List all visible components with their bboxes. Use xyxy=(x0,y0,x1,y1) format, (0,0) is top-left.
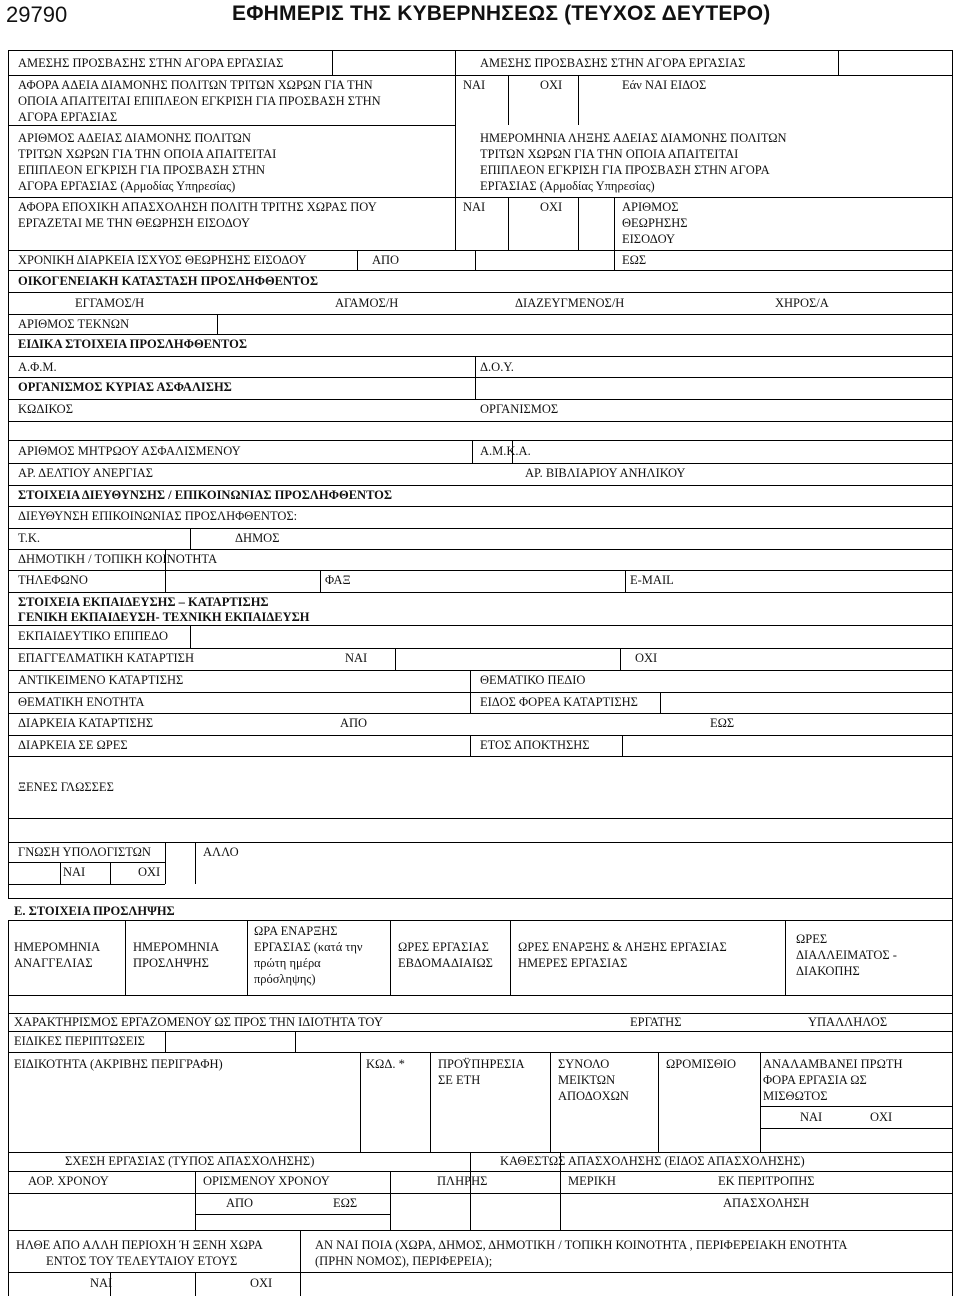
field-label-address-title: ΣΤΟΙΧΕΙΑ ΔΙΕΥΘΥΝΣΗΣ / ΕΠΙΚΟΙΝΩΝΙΑΣ ΠΡΟΣΛΗΦΘΕΝΤΟΣ xyxy=(18,488,393,502)
field-label-visa-l3: ΕΙΣΟΔΟΥ xyxy=(622,232,676,246)
grid-line xyxy=(614,250,615,270)
field-label-permno-l1: ΑΡΙΘΜΟΣ ΑΔΕΙΑΣ ΔΙΑΜΟΝΗΣ ΠΟΛΙΤΩΝ xyxy=(18,131,251,145)
field-label-hire-l2: ΠΡΟΣΛΗΨΗΣ xyxy=(133,956,209,970)
grid-line xyxy=(165,842,166,884)
grid-line xyxy=(8,1272,300,1273)
field-label-hours-l1: ΩΡΕΣ ΕΝΑΡΞΗΣ & ΛΗΞΗΣ ΕΡΓΑΣΙΑΣ xyxy=(518,940,727,954)
grid-line xyxy=(8,399,952,400)
grid-line xyxy=(8,898,952,899)
field-label-special-title: ΕΙΔΙΚΑ ΣΤΟΙΧΕΙΑ ΠΡΟΣΛΗΦΘΕΝΤΟΣ xyxy=(18,337,248,351)
field-label-characterization: ΧΑΡΑΚΤΗΡΙΣΜΟΣ ΕΡΓΑΖΟΜΕΝΟΥ ΩΣ ΠΡΟΣ ΤΗΝ ΙΔΙΟΤΗΤΑ ΤΟΥ xyxy=(14,1015,383,1029)
field-label-hourly: ΩΡΟΜΙΣΘΙΟ xyxy=(666,1057,737,1071)
grid-line xyxy=(785,920,786,995)
grid-line xyxy=(395,648,396,670)
grid-line xyxy=(195,1272,196,1296)
grid-line xyxy=(508,75,509,125)
field-label-no: ΟΧΙ xyxy=(250,1276,273,1290)
grid-line xyxy=(838,50,839,75)
grid-line xyxy=(8,592,952,593)
grid-line xyxy=(8,270,952,271)
field-label-yes: ΝΑΙ xyxy=(345,651,368,665)
field-label-address: ΔΙΕΥΘΥΝΣΗ ΕΠΙΚΟΙΝΩΝΙΑΣ ΠΡΟΣΛΗΦΘΕΝΤΟΣ: xyxy=(18,509,298,523)
field-label-ann-l1: ΗΜΕΡΟΜΗΝΙΑ xyxy=(14,940,101,954)
field-label-if-yes-type: Εάν ΝΑΙ ΕΙΔΟΣ xyxy=(622,78,707,92)
grid-line xyxy=(8,818,952,819)
field-label-permno-l2: ΤΡΙΤΩΝ ΧΩΡΩΝ ΓΙΑ ΤΗΝ ΟΠΟΙΑ ΑΠΑΙΤΕΙΤΑΙ xyxy=(18,147,277,161)
grid-line xyxy=(470,735,471,756)
field-label-divorced: ΔΙΑΖΕΥΓΜΕΝΟΣ/Η xyxy=(515,296,625,310)
field-label-visa-l2: ΘΕΩΡΗΣΗΣ xyxy=(622,216,688,230)
grid-line xyxy=(247,920,248,995)
field-label-no: ΟΧΙ xyxy=(540,78,563,92)
field-label-unmarried: ΑΓΑΜΟΣ/Η xyxy=(335,296,399,310)
grid-line xyxy=(760,1128,952,1129)
field-label-yes: ΝΑΙ xyxy=(800,1110,823,1124)
grid-line xyxy=(8,50,9,250)
grid-line xyxy=(390,1171,391,1230)
grid-line xyxy=(8,756,952,757)
grid-line xyxy=(8,197,455,198)
grid-line xyxy=(8,292,952,293)
grid-line xyxy=(8,920,9,1013)
grid-line xyxy=(8,570,952,571)
field-label-amka: Α.Μ.Κ.Α. xyxy=(480,444,531,458)
field-label-municipality: ΔΗΜΟΣ xyxy=(235,531,280,545)
field-label-came-l2: ΕΝΤΟΣ ΤΟΥ ΤΕΛΕΥΤΑΙΟΥ ΕΤΟΥΣ xyxy=(46,1254,238,1268)
field-label-doy: Δ.Ο.Υ. xyxy=(480,360,514,374)
grid-line xyxy=(332,50,333,75)
grid-line xyxy=(8,440,952,441)
field-label-hours-l2: ΗΜΕΡΕΣ ΕΡΓΑΣΙΑΣ xyxy=(518,956,628,970)
field-label-edu-title2: ΓΕΝΙΚΗ ΕΚΠΑΙΔΕΥΣΗ- ΤΕΧΝΙΚΗ ΕΚΠΑΙΔΕΥΣΗ xyxy=(18,610,310,624)
field-label-which-l2: (ΠΡΗΝ ΝΟΜΟΣ), ΠΕΡΙΦΕΡΕΙΑ); xyxy=(315,1254,493,1268)
field-label-widowed: ΧΗΡΟΣ/Α xyxy=(775,296,829,310)
grid-line xyxy=(295,1031,296,1052)
field-label-expiry-l2: ΤΡΙΤΩΝ ΧΩΡΩΝ ΓΙΑ ΤΗΝ ΟΠΟΙΑ ΑΠΑΙΤΕΙΤΑΙ xyxy=(480,147,739,161)
grid-line xyxy=(8,250,9,898)
field-label-start-l4: πρόσληψης) xyxy=(254,972,316,986)
grid-line xyxy=(8,1193,952,1194)
grid-line xyxy=(578,75,579,125)
field-label-languages: ΞΕΝΕΣ ΓΛΩΣΣΕΣ xyxy=(18,780,114,794)
field-label-fax: ΦΑΞ xyxy=(325,573,351,587)
field-label-no: ΟΧΙ xyxy=(138,865,161,879)
grid-line xyxy=(470,670,471,692)
field-label-other: ΑΛΛΟ xyxy=(203,845,239,859)
field-label-from: ΑΠΟ xyxy=(340,716,368,730)
grid-line xyxy=(430,1052,431,1152)
grid-line xyxy=(8,485,952,486)
field-label-employee: ΥΠΑΛΛΗΛΟΣ xyxy=(808,1015,888,1029)
field-label-hire-l1: ΗΜΕΡΟΜΗΝΙΑ xyxy=(133,940,220,954)
field-label-break-l2: ΔΙΑΛΛΕΙΜΑΤΟΣ - xyxy=(796,948,897,962)
field-label-weekly-l2: ΕΒΔΟΜΑΔΙΑΙΩΣ xyxy=(398,956,493,970)
field-label-kod: ΚΩΔ. * xyxy=(366,1057,405,1071)
field-label-weekly-l1: ΩΡΕΣ ΕΡΓΑΣΙΑΣ xyxy=(398,940,489,954)
grid-line xyxy=(8,862,165,863)
grid-line xyxy=(475,356,476,399)
field-label-visa-duration: ΧΡΟΝΙΚΗ ΔΙΑΡΚΕΙΑ ΙΣΧΥΟΣ ΘΕΩΡΗΣΗΣ ΕΙΣΟΔΟΥ xyxy=(18,253,307,267)
field-label-tk: Τ.Κ. xyxy=(18,531,40,545)
field-label-computer: ΓΝΩΣΗ ΥΠΟΛΟΓΙΣΤΩΝ xyxy=(18,845,151,859)
field-label-phone: ΤΗΛΕΦΩΝΟ xyxy=(18,573,88,587)
grid-line xyxy=(8,670,952,671)
grid-line xyxy=(165,1031,166,1052)
grid-line xyxy=(8,1152,952,1153)
field-label-expiry-l4: ΕΡΓΑΣΙΑΣ (Αρμοδίας Υπηρεσίας) xyxy=(480,179,655,193)
field-label-first-l2: ΦΟΡΑ ΕΡΓΑΣΙΑ ΩΣ xyxy=(763,1073,867,1087)
grid-line xyxy=(8,1052,952,1053)
field-label-fixed: ΟΡΙΣΜΕΝΟΥ ΧΡΟΝΟΥ xyxy=(203,1174,330,1188)
field-label-break-l1: ΩΡΕΣ xyxy=(796,932,828,946)
field-label-to: ΕΩΣ xyxy=(622,253,647,267)
grid-line xyxy=(190,625,191,648)
grid-line xyxy=(8,250,952,251)
field-label-special-cases: ΕΙΔΙΚΕΣ ΠΕΡΙΠΤΩΣΕΙΣ xyxy=(14,1034,145,1048)
field-label-seasonal-l2: ΕΡΓΑΖΕΤΑΙ ΜΕ ΤΗΝ ΘΕΩΡΗΣΗ ΕΙΣΟΔΟΥ xyxy=(18,216,250,230)
field-label-no: ΟΧΙ xyxy=(635,651,658,665)
grid-line xyxy=(8,1013,9,1296)
grid-line xyxy=(125,920,126,995)
grid-line xyxy=(952,250,953,1296)
grid-line xyxy=(8,506,952,507)
grid-line xyxy=(390,920,391,995)
field-label-first-l1: ΑΝΑΛΑΜΒΑΝΕΙ ΠΡΩΤΗ xyxy=(763,1057,903,1071)
field-label-year-obtained: ΕΤΟΣ ΑΠΟΚΤΗΣΗΣ xyxy=(480,738,590,752)
field-label-hiring-title: Ε. ΣΤΟΙΧΕΙΑ ΠΡΟΣΛΗΨΗΣ xyxy=(14,904,175,918)
field-label-yes: ΝΑΙ xyxy=(90,1276,113,1290)
field-label-vocational: ΕΠΑΓΓΕΛΜΑΤΙΚΗ ΚΑΤΑΡΤΙΣΗ xyxy=(18,651,194,665)
grid-line xyxy=(8,692,952,693)
field-label-to: ΕΩΣ xyxy=(710,716,735,730)
field-label-family-title: ΟΙΚΟΓΕΝΕΙΑΚΗ ΚΑΤΑΣΤΑΣΗ ΠΡΟΣΛΗΦΘΕΝΤΟΣ xyxy=(18,274,319,288)
grid-line xyxy=(475,250,476,270)
grid-line xyxy=(620,648,621,670)
field-label-total-l2: ΜΕΙΚΤΩΝ xyxy=(558,1073,616,1087)
grid-line xyxy=(470,1152,471,1230)
grid-line xyxy=(8,314,952,315)
field-label-provider-type: ΕΙΔΟΣ ΦΟΡΕΑ ΚΑΤΑΡΤΙΣΗΣ xyxy=(480,695,638,709)
grid-line xyxy=(760,1052,761,1152)
grid-line xyxy=(8,50,952,51)
field-label-expiry-l3: ΕΠΙΠΛΕΟΝ ΕΓΚΡΙΣΗ ΓΙΑ ΠΡΟΣΒΑΣΗ ΣΤΗΝ ΑΓΟΡΑ xyxy=(480,163,770,177)
field-label-worker: ΕΡΓΑΤΗΣ xyxy=(630,1015,682,1029)
page-header xyxy=(0,0,960,30)
page-number: 29790 xyxy=(6,2,68,27)
field-label-community: ΔΗΜΟΤΙΚΗ / ΤΟΠΙΚΗ ΚΟΙΝΟΤΗΤΑ xyxy=(18,552,218,566)
field-label-yes: ΝΑΙ xyxy=(463,200,486,214)
grid-line xyxy=(8,1171,952,1172)
field-label-training-duration: ΔΙΑΡΚΕΙΑ ΚΑΤΑΡΤΙΣΗΣ xyxy=(18,716,154,730)
field-label-first-l3: ΜΙΣΘΩΤΟΣ xyxy=(763,1089,828,1103)
field-label-permno-l4: ΑΓΟΡΑ ΕΡΓΑΣΙΑΣ (Αρμοδίας Υπηρεσίας) xyxy=(18,179,236,193)
field-label-full: ΠΛΗΡΗΣ xyxy=(437,1174,488,1188)
grid-line xyxy=(320,570,321,592)
grid-line xyxy=(8,1013,952,1014)
grid-line xyxy=(8,884,165,885)
field-label-duration-hours: ΔΙΑΡΚΕΙΑ ΣΕ ΩΡΕΣ xyxy=(18,738,128,752)
grid-line xyxy=(8,421,952,422)
field-label-visa-l1: ΑΡΙΘΜΟΣ xyxy=(622,200,679,214)
grid-line xyxy=(360,1052,361,1152)
grid-line xyxy=(510,920,511,995)
grid-line xyxy=(470,692,471,713)
field-label-no: ΟΧΙ xyxy=(540,200,563,214)
field-label-afm: Α.Φ.Μ. xyxy=(18,360,57,374)
field-label-prior-l1: ΠΡΟΫΠΗΡΕΣΙΑ xyxy=(438,1057,525,1071)
field-label-relation: ΣΧΕΣΗ ΕΡΓΑΣΙΑΣ (ΤΥΠΟΣ ΑΠΑΣΧΟΛΗΣΗΣ) xyxy=(65,1154,315,1168)
field-label-permit-l2: ΟΠΟΙΑ ΑΠΑΙΤΕΙΤΑΙ ΕΠΙΠΛΕΟΝ ΕΓΚΡΙΣΗ ΓΙΑ ΠΡΟΣΒΑΣΗ ΣΤΗΝ xyxy=(18,94,381,108)
field-label-total-l3: ΑΠΟΔΟΧΩΝ xyxy=(558,1089,629,1103)
field-label-prior-l2: ΣΕ ΕΤΗ xyxy=(438,1073,481,1087)
field-label-start-l3: πρώτη ημέρα xyxy=(254,956,321,970)
field-label-email: E-MAIL xyxy=(630,573,674,587)
grid-line xyxy=(625,570,626,592)
field-label-total-l1: ΣΥΝΟΛΟ xyxy=(558,1057,610,1071)
grid-line xyxy=(952,50,953,250)
field-label-unemployment: ΑΡ. ΔΕΛΤΙΟΥ ΑΝΕΡΓΙΑΣ xyxy=(18,466,154,480)
field-label-rotating-l1: ΕΚ ΠΕΡΙΤΡΟΠΗΣ xyxy=(718,1174,815,1188)
field-label-minor-book: ΑΡ. ΒΙΒΛΙΑΡΙΟΥ ΑΝΗΛΙΚΟΥ xyxy=(525,466,686,480)
grid-line xyxy=(8,1230,952,1231)
field-label-permno-l3: ΕΠΙΠΛΕΟΝ ΕΓΚΡΙΣΗ ΓΙΑ ΠΡΟΣΒΑΣΗ ΣΤΗΝ xyxy=(18,163,266,177)
grid-line xyxy=(550,1052,551,1152)
field-label-edu-level: ΕΚΠΑΙΔΕΥΤΙΚΟ ΕΠΙΠΕΔΟ xyxy=(18,629,169,643)
gazette-title: ΕΦΗΜΕΡΙΣ ΤΗΣ ΚΥΒΕΡΝΗΣΕΩΣ (ΤΕΥΧΟΣ ΔΕΥΤΕΡΟ) xyxy=(232,2,771,25)
grid-line xyxy=(8,549,952,550)
field-label-start-l2: ΕΡΓΑΣΙΑΣ (κατά την xyxy=(254,940,363,954)
grid-line xyxy=(110,862,111,884)
field-label-from: ΑΠΟ xyxy=(372,253,400,267)
field-label-which-l1: ΑΝ ΝΑΙ ΠΟΙΑ (ΧΩΡΑ, ΔΗΜΟΣ, ΔΗΜΟΤΙΚΗ / ΤΟΠΙΚΗ ΚΟΙΝΟΤΗΤΑ , ΠΕΡΙΦΕΡΕΙΑΚΗ ΕΝΟΤΗΤΑ xyxy=(315,1238,848,1252)
grid-line xyxy=(8,463,952,464)
field-label-indefinite: ΑΟΡ. ΧΡΟΝΟΥ xyxy=(28,1174,109,1188)
field-label-access-label-right: ΑΜΕΣΗΣ ΠΡΟΣΒΑΣΗΣ ΣΤΗΝ ΑΓΟΡΑ ΕΡΓΑΣΙΑΣ xyxy=(480,56,746,70)
grid-line xyxy=(8,334,952,335)
field-label-access-label-left: ΑΜΕΣΗΣ ΠΡΟΣΒΑΣΗΣ ΣΤΗΝ ΑΓΟΡΑ ΕΡΓΑΣΙΑΣ xyxy=(18,56,284,70)
grid-line xyxy=(660,692,661,713)
field-label-status: ΚΑΘΕΣΤΩΣ ΑΠΑΣΧΟΛΗΣΗΣ (ΕΙΔΟΣ ΑΠΑΣΧΟΛΗΣΗΣ) xyxy=(500,1154,805,1168)
grid-line xyxy=(195,842,196,884)
field-label-yes: ΝΑΙ xyxy=(463,78,486,92)
field-label-start-l1: ΩΡΑ ΕΝΑΡΞΗΣ xyxy=(254,924,338,938)
grid-line xyxy=(8,75,952,76)
field-label-no: ΟΧΙ xyxy=(870,1110,893,1124)
field-label-from: ΑΠΟ xyxy=(226,1196,254,1210)
field-label-ann-l2: ΑΝΑΓΓΕΛΙΑΣ xyxy=(14,956,93,970)
field-label-expiry-l1: ΗΜΕΡΟΜΗΝΙΑ ΛΗΞΗΣ ΑΔΕΙΑΣ ΔΙΑΜΟΝΗΣ ΠΟΛΙΤΩΝ xyxy=(480,131,787,145)
grid-line xyxy=(357,250,358,270)
grid-line xyxy=(8,648,952,649)
grid-line xyxy=(622,735,623,756)
field-label-rotating-l2: ΑΠΑΣΧΟΛΗΣΗ xyxy=(723,1196,810,1210)
field-label-code: ΚΩΔΙΚΟΣ xyxy=(18,402,73,416)
grid-line xyxy=(217,314,218,334)
field-label-to: ΕΩΣ xyxy=(333,1196,358,1210)
grid-line xyxy=(8,995,952,996)
field-label-registry: ΑΡΙΘΜΟΣ ΜΗΤΡΩΟΥ ΑΣΦΑΛΙΣΜΕΝΟΥ xyxy=(18,444,241,458)
grid-line xyxy=(195,1214,390,1215)
field-label-yes: ΝΑΙ xyxy=(63,865,86,879)
grid-line xyxy=(614,197,615,250)
grid-line xyxy=(190,528,191,549)
grid-line xyxy=(8,528,952,529)
field-label-training-subject: ΑΝΤΙΚΕΙΜΕΝΟ ΚΑΤΑΡΤΙΣΗΣ xyxy=(18,673,184,687)
grid-line xyxy=(300,1230,301,1296)
field-label-children: ΑΡΙΘΜΟΣ ΤΕΚΝΩΝ xyxy=(18,317,130,331)
field-label-thematic-field: ΘΕΜΑΤΙΚΟ ΠΕΔΙΟ xyxy=(480,673,586,687)
grid-line xyxy=(8,356,952,357)
grid-line xyxy=(8,842,952,843)
grid-line xyxy=(455,50,456,250)
grid-line xyxy=(8,735,952,736)
field-label-came-l1: ΗΛΘΕ ΑΠΟ ΑΛΛΗ ΠΕΡΙΟΧΗ Ή ΞΕΝΗ ΧΩΡΑ xyxy=(16,1238,263,1252)
field-label-organization: ΟΡΓΑΝΙΣΜΟΣ xyxy=(480,402,559,416)
grid-line xyxy=(455,197,952,198)
grid-line xyxy=(195,1171,196,1230)
field-label-break-l3: ΔΙΑΚΟΠΗΣ xyxy=(796,964,860,978)
grid-line xyxy=(8,377,952,378)
field-label-permit-l1: ΑΦΟΡΑ ΑΔΕΙΑ ΔΙΑΜΟΝΗΣ ΠΟΛΙΤΩΝ ΤΡΙΤΩΝ ΧΩΡΩΝ ΓΙΑ ΤΗΝ xyxy=(18,78,373,92)
field-label-thematic-unit: ΘΕΜΑΤΙΚΗ ΕΝΟΤΗΤΑ xyxy=(18,695,145,709)
grid-line xyxy=(508,197,509,250)
grid-line xyxy=(472,440,473,463)
field-label-insurer-title: ΟΡΓΑΝΙΣΜΟΣ ΚΥΡΙΑΣ ΑΣΦΑΛΙΣΗΣ xyxy=(18,380,232,394)
grid-line xyxy=(578,197,579,250)
field-label-edu-title1: ΣΤΟΙΧΕΙΑ ΕΚΠΑΙΔΕΥΣΗΣ – ΚΑΤΑΡΤΙΣΗΣ xyxy=(18,595,269,609)
field-label-partial: ΜΕΡΙΚΗ xyxy=(568,1174,616,1188)
field-label-seasonal-l1: ΑΦΟΡΑ ΕΠΟΧΙΚΗ ΑΠΑΣΧΟΛΗΣΗ ΠΟΛΙΤΗ ΤΡΙΤΗΣ ΧΩΡΑΣ ΠΟΥ xyxy=(18,200,377,214)
grid-line xyxy=(8,1031,952,1032)
field-label-permit-l3: ΑΓΟΡΑ ΕΡΓΑΣΙΑΣ xyxy=(18,110,118,124)
grid-line xyxy=(760,1106,952,1107)
field-label-specialty: ΕΙΔΙΚΟΤΗΤΑ (ΑΚΡΙΒΗΣ ΠΕΡΙΓΡΑΦΗ) xyxy=(14,1057,223,1071)
grid-line xyxy=(658,1052,659,1152)
grid-line xyxy=(8,713,952,714)
field-label-married: ΕΓΓΑΜΟΣ/Η xyxy=(75,296,145,310)
grid-line xyxy=(8,920,952,921)
grid-line xyxy=(60,862,61,884)
